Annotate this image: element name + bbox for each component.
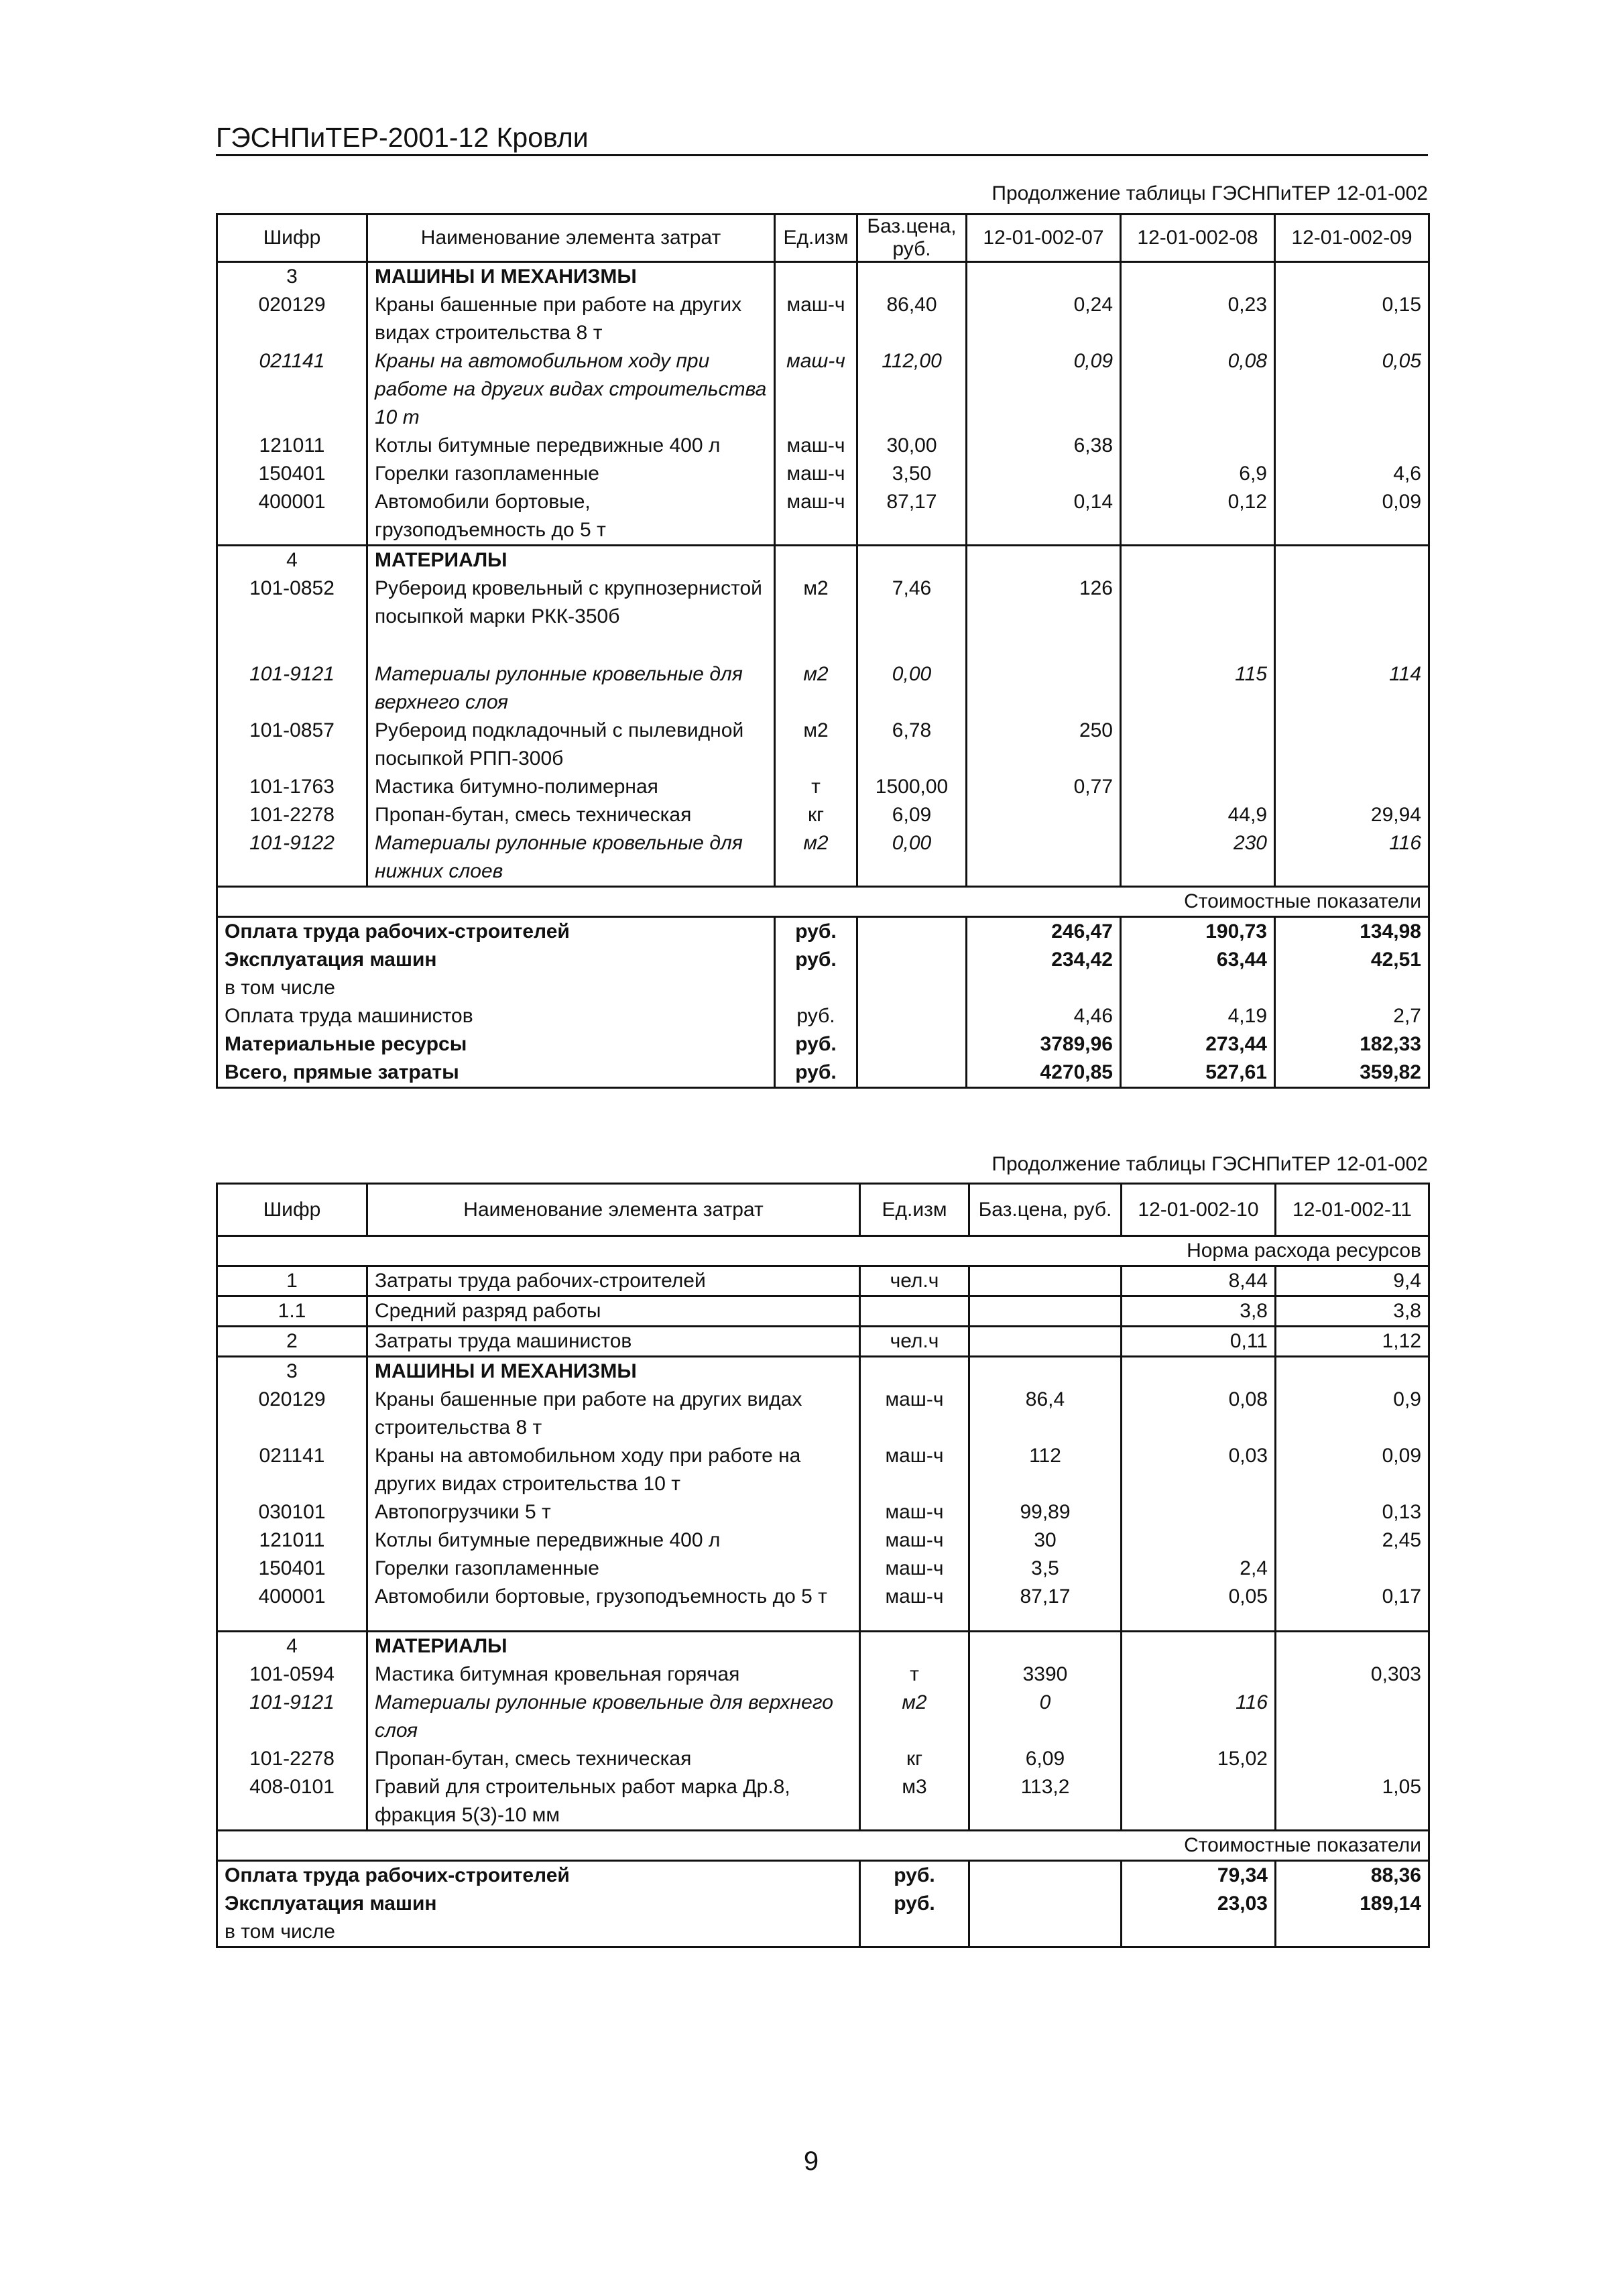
row-code: 121011 (217, 1526, 367, 1555)
section-row (217, 1357, 1429, 1386)
row-name: Краны башенные при работе на других видах строительства 8 т (367, 1386, 860, 1442)
summary-value-07: 246,47 (967, 917, 1121, 947)
summary-value-08: 63,44 (1121, 946, 1275, 974)
table1-caption: Продолжение таблицы ГЭСНПиТЕР 12-01-002 (991, 182, 1428, 204)
row-unit: чел.ч (860, 1266, 969, 1296)
row-code: 150401 (217, 460, 367, 488)
table-row (217, 1773, 1429, 1831)
row-value-10: 0,03 (1122, 1442, 1276, 1498)
row-value-10: 0,08 (1122, 1386, 1276, 1442)
row-value-07: 6,38 (967, 432, 1121, 460)
row-unit: т (860, 1660, 969, 1689)
table2-caption: Продолжение таблицы ГЭСНПиТЕР 12-01-002 (991, 1153, 1428, 1175)
row-value-10: 0,11 (1122, 1327, 1276, 1357)
col-header-unit: Ед.изм (860, 1184, 969, 1236)
summary-value-09: 359,82 (1275, 1059, 1429, 1088)
row-name: Материалы рулонные кровельные для верхнего слоя (367, 660, 775, 717)
summary-value-09 (1275, 974, 1429, 1002)
row-value-07: 250 (967, 717, 1121, 773)
row-name: Пропан-бутан, смесь техническая (367, 801, 775, 829)
row-value-08 (1121, 773, 1275, 801)
row-name: Пропан-бутан, смесь техническая (367, 1745, 860, 1773)
row-value-11 (1276, 1745, 1429, 1773)
row-unit: м2 (775, 660, 857, 717)
row-code: 150401 (217, 1555, 367, 1583)
norm-label: Норма расхода ресурсов (217, 1236, 1429, 1266)
col-header-price: Баз.цена, руб. (969, 1184, 1122, 1236)
row-value-08: 6,9 (1121, 460, 1275, 488)
row-price: 3,5 (969, 1555, 1122, 1583)
summary-value-07: 4,46 (967, 1002, 1121, 1030)
row-price: 112,00 (857, 347, 967, 432)
table-row (217, 773, 1429, 801)
row-price (969, 1327, 1122, 1357)
row-code: 101-9121 (217, 1689, 367, 1745)
row-value-10 (1122, 1498, 1276, 1526)
row-price (969, 1296, 1122, 1327)
row-name: Средний разряд работы (367, 1296, 860, 1327)
col-header-07: 12-01-002-07 (967, 215, 1121, 262)
row-value-07: 0,24 (967, 291, 1121, 347)
row-unit: маш-ч (775, 460, 857, 488)
summary-value-07: 234,42 (967, 946, 1121, 974)
summary-unit: руб. (775, 946, 857, 974)
table-row (217, 347, 1429, 432)
row-unit: т (775, 773, 857, 801)
row-value-11: 3,8 (1276, 1296, 1429, 1327)
row-name: Рубероид подкладочный с пылевидной посыпкой РПП-300б (367, 717, 775, 773)
summary-value-10: 79,34 (1122, 1860, 1276, 1890)
row-unit: маш-ч (860, 1583, 969, 1631)
row-unit: маш-ч (775, 488, 857, 546)
section-row (217, 262, 1429, 292)
table-row (217, 660, 1429, 717)
row-value-08: 44,9 (1121, 801, 1275, 829)
row-value-09 (1275, 575, 1429, 660)
section-title: МАТЕРИАЛЫ (367, 546, 775, 575)
summary-row (217, 917, 1429, 947)
row-value-08: 0,12 (1121, 488, 1275, 546)
row-value-11: 9,4 (1276, 1266, 1429, 1296)
table-row (217, 1526, 1429, 1555)
summary-value-08: 190,73 (1121, 917, 1275, 947)
summary-label: Оплата труда рабочих-строителей (217, 1860, 860, 1890)
row-value-11: 0,13 (1276, 1498, 1429, 1526)
summary-value-10 (1122, 1918, 1276, 1947)
col-header-code: Шифр (217, 215, 367, 262)
labor-row (217, 1327, 1429, 1357)
col-header-name: Наименование элемента затрат (367, 215, 775, 262)
row-price (969, 1266, 1122, 1296)
summary-value-11: 189,14 (1276, 1890, 1429, 1918)
row-value-11: 1,12 (1276, 1327, 1429, 1357)
row-value-07: 0,09 (967, 347, 1121, 432)
row-unit: маш-ч (775, 432, 857, 460)
row-value-10: 0,05 (1122, 1583, 1276, 1631)
row-price: 1500,00 (857, 773, 967, 801)
row-value-07 (967, 829, 1121, 887)
summary-unit: руб. (775, 1002, 857, 1030)
row-code: 101-9121 (217, 660, 367, 717)
summary-row (217, 1059, 1429, 1088)
row-name: Затраты труда машинистов (367, 1327, 860, 1357)
row-price: 86,40 (857, 291, 967, 347)
summary-value-08: 527,61 (1121, 1059, 1275, 1088)
row-value-07: 126 (967, 575, 1121, 660)
row-value-11: 1,05 (1276, 1773, 1429, 1831)
table-row (217, 460, 1429, 488)
row-unit: маш-ч (775, 291, 857, 347)
table1 (216, 213, 1430, 1089)
row-value-07 (967, 801, 1121, 829)
row-price: 6,78 (857, 717, 967, 773)
row-value-11 (1276, 1689, 1429, 1745)
row-value-08 (1121, 432, 1275, 460)
row-value-09 (1275, 717, 1429, 773)
row-name: Автомобили бортовые, грузоподъемность до 5 т (367, 1583, 860, 1631)
row-value-09: 4,6 (1275, 460, 1429, 488)
cost-label: Стоимостные показатели (217, 1830, 1429, 1860)
row-name: Рубероид кровельный с крупнозернистой посыпкой марки РКК-350б (367, 575, 775, 660)
row-price: 3,50 (857, 460, 967, 488)
row-code: 021141 (217, 1442, 367, 1498)
summary-unit (775, 974, 857, 1002)
row-name: Горелки газопламенные (367, 1555, 860, 1583)
row-value-08 (1121, 575, 1275, 660)
row-value-10: 15,02 (1122, 1745, 1276, 1773)
row-unit: м2 (775, 717, 857, 773)
row-price: 30,00 (857, 432, 967, 460)
row-code: 400001 (217, 1583, 367, 1631)
col-header-08: 12-01-002-08 (1121, 215, 1275, 262)
row-value-09: 29,94 (1275, 801, 1429, 829)
row-code: 020129 (217, 1386, 367, 1442)
row-name: Котлы битумные передвижные 400 л (367, 432, 775, 460)
table-row (217, 1660, 1429, 1689)
col-header-09: 12-01-002-09 (1275, 215, 1429, 262)
summary-value-09: 182,33 (1275, 1030, 1429, 1059)
table-row (217, 1386, 1429, 1442)
summary-row (217, 1002, 1429, 1030)
summary-value-09: 42,51 (1275, 946, 1429, 974)
table-row (217, 575, 1429, 660)
row-unit: кг (775, 801, 857, 829)
row-value-08: 115 (1121, 660, 1275, 717)
row-price: 113,2 (969, 1773, 1122, 1831)
summary-unit: руб. (860, 1860, 969, 1890)
summary-value-08 (1121, 974, 1275, 1002)
table-row (217, 1498, 1429, 1526)
header-title: ГЭСНПиТЕР-2001-12 Кровли (216, 122, 589, 153)
row-unit: маш-ч (860, 1526, 969, 1555)
summary-label: Эксплуатация машин (217, 946, 775, 974)
summary-value-09: 2,7 (1275, 1002, 1429, 1030)
cost-label: Стоимостные показатели (217, 887, 1429, 917)
table-row (217, 1442, 1429, 1498)
row-value-11: 0,09 (1276, 1442, 1429, 1498)
row-value-09: 114 (1275, 660, 1429, 717)
row-unit: м2 (775, 575, 857, 660)
row-price: 7,46 (857, 575, 967, 660)
row-price: 3390 (969, 1660, 1122, 1689)
col-header-unit: Ед.изм (775, 215, 857, 262)
page-number: 9 (803, 2147, 819, 2176)
table2 (216, 1183, 1430, 1948)
row-unit: кг (860, 1745, 969, 1773)
summary-value-08: 273,44 (1121, 1030, 1275, 1059)
summary-label: Всего, прямые затраты (217, 1059, 775, 1088)
row-value-10 (1122, 1660, 1276, 1689)
summary-value-09: 134,98 (1275, 917, 1429, 947)
row-unit: м2 (775, 829, 857, 887)
summary-label: в том числе (217, 1918, 860, 1947)
row-code: 1 (217, 1266, 367, 1296)
norm-label-row (217, 1236, 1429, 1266)
row-price: 6,09 (969, 1745, 1122, 1773)
row-name: Автопогрузчики 5 т (367, 1498, 860, 1526)
row-price: 0,00 (857, 660, 967, 717)
row-code: 020129 (217, 291, 367, 347)
row-code: 121011 (217, 432, 367, 460)
row-name: Краны башенные при работе на других видах строительства 8 т (367, 291, 775, 347)
row-code: 408-0101 (217, 1773, 367, 1831)
table-row (217, 488, 1429, 546)
row-value-09: 0,15 (1275, 291, 1429, 347)
summary-row (217, 974, 1429, 1002)
section-title: МАШИНЫ И МЕХАНИЗМЫ (367, 1357, 860, 1386)
row-code: 101-1763 (217, 773, 367, 801)
summary-unit: руб. (860, 1890, 969, 1918)
table-row (217, 717, 1429, 773)
row-name: Затраты труда рабочих-строителей (367, 1266, 860, 1296)
row-code: 101-9122 (217, 829, 367, 887)
row-code: 030101 (217, 1498, 367, 1526)
row-price: 99,89 (969, 1498, 1122, 1526)
section-row (217, 546, 1429, 575)
row-code: 2 (217, 1327, 367, 1357)
row-unit: маш-ч (860, 1442, 969, 1498)
row-value-10: 3,8 (1122, 1296, 1276, 1327)
table-row (217, 291, 1429, 347)
row-value-07: 0,14 (967, 488, 1121, 546)
row-unit (860, 1296, 969, 1327)
table-row (217, 1745, 1429, 1773)
row-value-10 (1122, 1526, 1276, 1555)
row-code: 101-0857 (217, 717, 367, 773)
col-header-name: Наименование элемента затрат (367, 1184, 860, 1236)
row-unit: маш-ч (775, 347, 857, 432)
section-number: 4 (217, 546, 367, 575)
row-value-10: 2,4 (1122, 1555, 1276, 1583)
summary-label: Оплата труда машинистов (217, 1002, 775, 1030)
section-title: МАШИНЫ И МЕХАНИЗМЫ (367, 262, 775, 292)
row-value-08: 230 (1121, 829, 1275, 887)
row-unit: чел.ч (860, 1327, 969, 1357)
row-value-11: 0,9 (1276, 1386, 1429, 1442)
row-unit: м3 (860, 1773, 969, 1831)
row-price: 6,09 (857, 801, 967, 829)
row-name: Краны на автомобильном ходу при работе на других видах строительства 10 т (367, 347, 775, 432)
summary-value-10: 23,03 (1122, 1890, 1276, 1918)
row-name: Мастика битумно-полимерная (367, 773, 775, 801)
row-code: 021141 (217, 347, 367, 432)
table-row (217, 432, 1429, 460)
summary-label: Эксплуатация машин (217, 1890, 860, 1918)
row-code: 101-0852 (217, 575, 367, 660)
row-price: 86,4 (969, 1386, 1122, 1442)
row-price: 0 (969, 1689, 1122, 1745)
cost-label-row (217, 1830, 1429, 1860)
row-price: 87,17 (857, 488, 967, 546)
summary-row (217, 1860, 1429, 1890)
table2-body (217, 1236, 1429, 1947)
row-code: 400001 (217, 488, 367, 546)
cost-label-row (217, 887, 1429, 917)
table1-body (217, 262, 1429, 1088)
row-code: 101-0594 (217, 1660, 367, 1689)
row-name: Котлы битумные передвижные 400 л (367, 1526, 860, 1555)
row-unit: маш-ч (860, 1498, 969, 1526)
labor-row (217, 1296, 1429, 1327)
row-value-09: 116 (1275, 829, 1429, 887)
row-value-08 (1121, 717, 1275, 773)
page-header (216, 121, 1428, 156)
row-name: Горелки газопламенные (367, 460, 775, 488)
row-name: Материалы рулонные кровельные для нижних слоев (367, 829, 775, 887)
row-value-09: 0,09 (1275, 488, 1429, 546)
row-price: 0,00 (857, 829, 967, 887)
labor-row (217, 1266, 1429, 1296)
row-value-07 (967, 460, 1121, 488)
summary-value-11: 88,36 (1276, 1860, 1429, 1890)
summary-label: в том числе (217, 974, 775, 1002)
row-name: Гравий для строительных работ марка Др.8, фракция 5(3)-10 мм (367, 1773, 860, 1831)
section-title: МАТЕРИАЛЫ (367, 1631, 860, 1660)
row-value-08: 0,23 (1121, 291, 1275, 347)
row-name: Краны на автомобильном ходу при работе на других видах строительства 10 т (367, 1442, 860, 1498)
row-value-10: 8,44 (1122, 1266, 1276, 1296)
section-number: 3 (217, 262, 367, 292)
row-value-07: 0,77 (967, 773, 1121, 801)
row-name: Автомобили бортовые, грузоподъемность до 5 т (367, 488, 775, 546)
row-unit: маш-ч (860, 1386, 969, 1442)
table-row (217, 1689, 1429, 1745)
row-code: 101-2278 (217, 801, 367, 829)
table-row (217, 1555, 1429, 1583)
row-unit: маш-ч (860, 1555, 969, 1583)
row-value-11 (1276, 1555, 1429, 1583)
summary-value-07 (967, 974, 1121, 1002)
row-name: Мастика битумная кровельная горячая (367, 1660, 860, 1689)
col-header-10: 12-01-002-10 (1122, 1184, 1276, 1236)
row-code: 101-2278 (217, 1745, 367, 1773)
row-value-11: 0,303 (1276, 1660, 1429, 1689)
row-value-10: 116 (1122, 1689, 1276, 1745)
summary-value-08: 4,19 (1121, 1002, 1275, 1030)
row-value-08: 0,08 (1121, 347, 1275, 432)
section-number: 4 (217, 1631, 367, 1660)
row-value-10 (1122, 1773, 1276, 1831)
table-row (217, 1583, 1429, 1631)
summary-value-07: 4270,85 (967, 1059, 1121, 1088)
row-price: 112 (969, 1442, 1122, 1498)
section-row (217, 1631, 1429, 1660)
row-value-11: 0,17 (1276, 1583, 1429, 1631)
row-value-09 (1275, 432, 1429, 460)
row-value-11: 2,45 (1276, 1526, 1429, 1555)
summary-row (217, 1918, 1429, 1947)
summary-row (217, 946, 1429, 974)
col-header-11: 12-01-002-11 (1276, 1184, 1429, 1236)
summary-label: Материальные ресурсы (217, 1030, 775, 1059)
row-name: Материалы рулонные кровельные для верхнего слоя (367, 1689, 860, 1745)
table-row (217, 801, 1429, 829)
col-header-price: Баз.цена, руб. (857, 215, 967, 262)
summary-label: Оплата труда рабочих-строителей (217, 917, 775, 947)
summary-row (217, 1890, 1429, 1918)
row-price: 87,17 (969, 1583, 1122, 1631)
summary-unit: руб. (775, 1030, 857, 1059)
summary-unit: руб. (775, 917, 857, 947)
col-header-code: Шифр (217, 1184, 367, 1236)
section-number: 3 (217, 1357, 367, 1386)
row-price: 30 (969, 1526, 1122, 1555)
summary-unit: руб. (775, 1059, 857, 1088)
row-value-07 (967, 660, 1121, 717)
table-row (217, 829, 1429, 887)
summary-unit (860, 1918, 969, 1947)
row-value-09: 0,05 (1275, 347, 1429, 432)
row-unit: м2 (860, 1689, 969, 1745)
summary-value-07: 3789,96 (967, 1030, 1121, 1059)
summary-row (217, 1030, 1429, 1059)
row-code: 1.1 (217, 1296, 367, 1327)
row-value-09 (1275, 773, 1429, 801)
summary-value-11 (1276, 1918, 1429, 1947)
